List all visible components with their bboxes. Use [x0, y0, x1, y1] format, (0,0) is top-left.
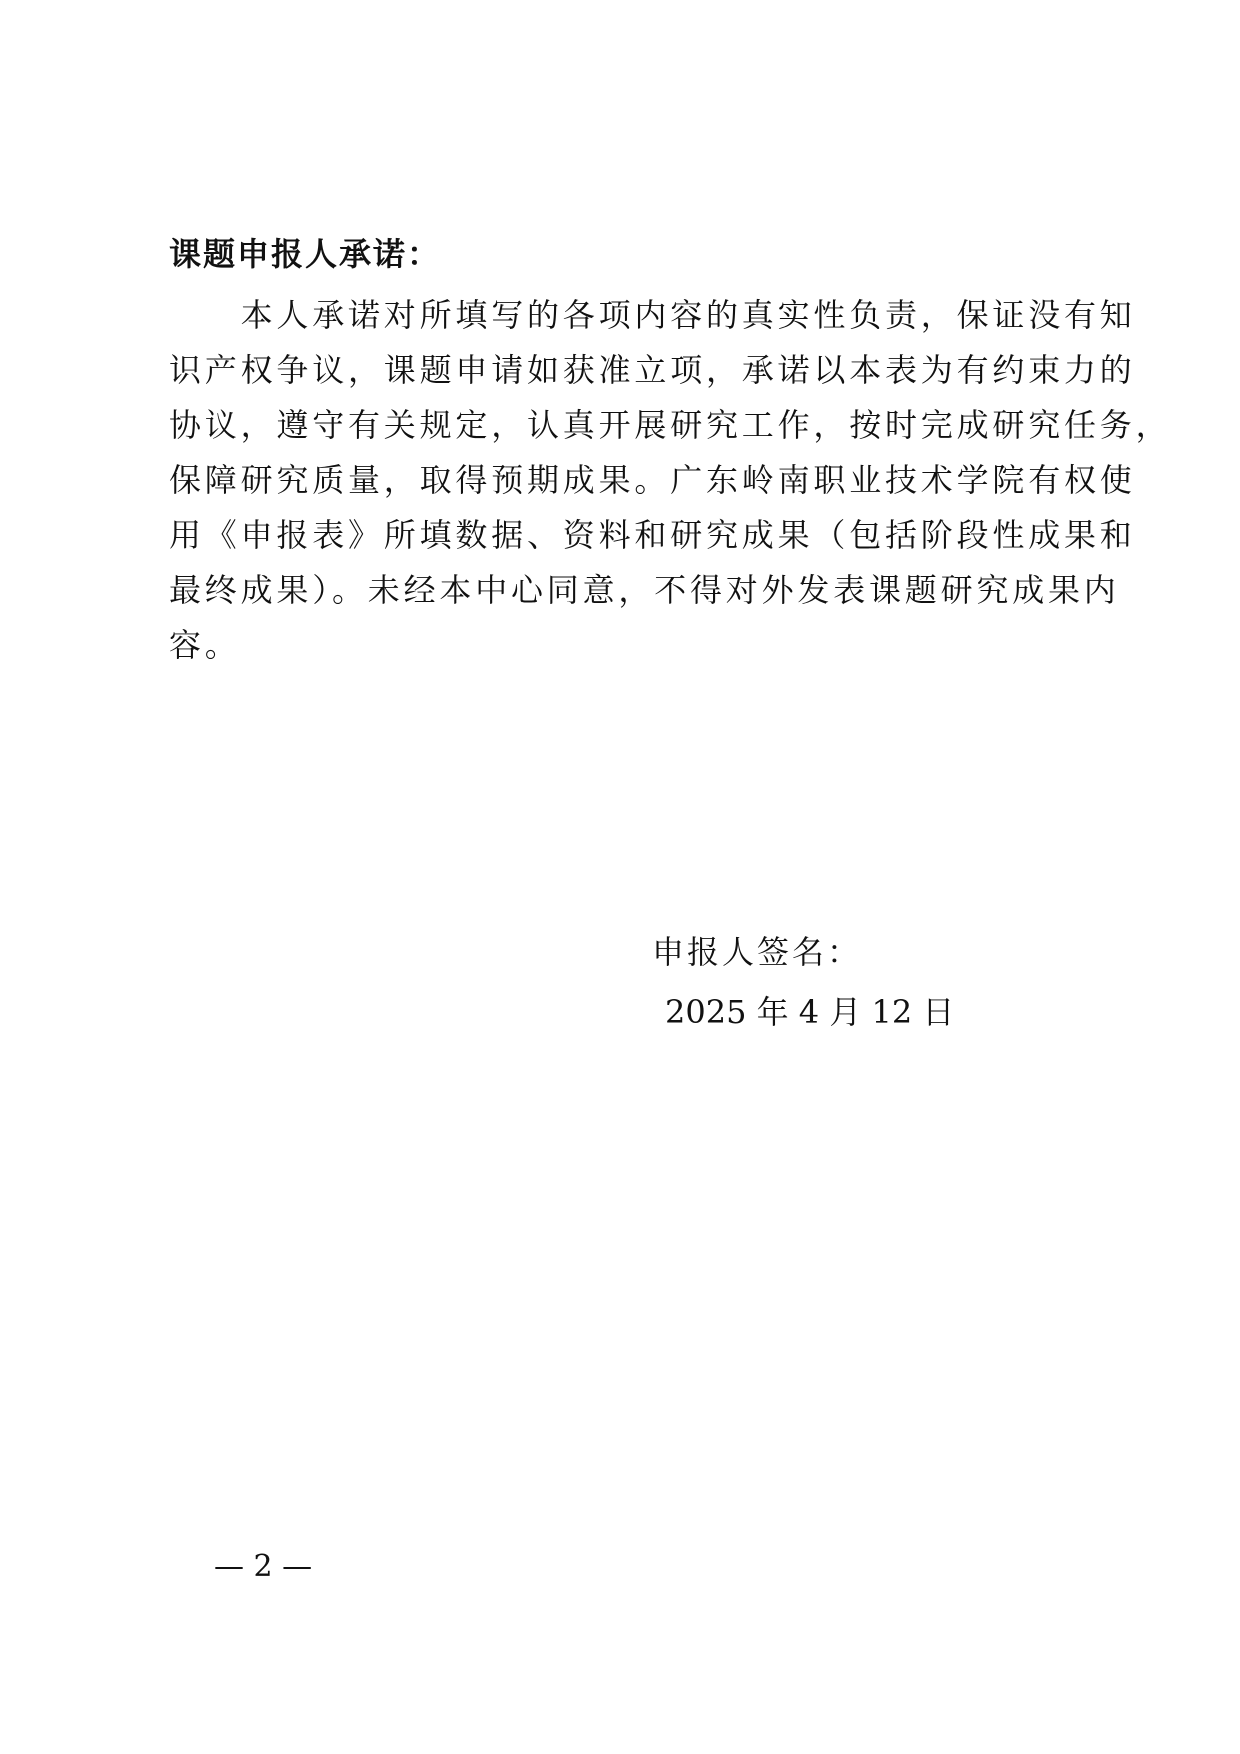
commitment-paragraph-line: 本人承诺对所填写的各项内容的真实性负责，保证没有知 [169, 296, 1136, 334]
commitment-paragraph-line: 协议，遵守有关规定，认真开展研究工作，按时完成研究任务， [169, 406, 1172, 444]
page-number: — 2 — [214, 1549, 313, 1584]
signature-date: 2025 年 4 月 12 日 [665, 993, 955, 1031]
commitment-paragraph-line: 用《申报表》所填数据、资料和研究成果（包括阶段性成果和 [169, 516, 1136, 554]
signature-label: 申报人签名： [652, 933, 863, 971]
commitment-paragraph-line: 识产权争议，课题申请如获准立项，承诺以本表为有约束力的 [169, 351, 1136, 389]
commitment-heading: 课题申报人承诺： [169, 235, 442, 273]
commitment-paragraph-line: 容。 [169, 626, 241, 664]
commitment-paragraph-line: 最终成果）。未经本中心同意，不得对外发表课题研究成果内 [169, 571, 1120, 609]
commitment-paragraph-line: 保障研究质量，取得预期成果。广东岭南职业技术学院有权使 [169, 461, 1136, 499]
